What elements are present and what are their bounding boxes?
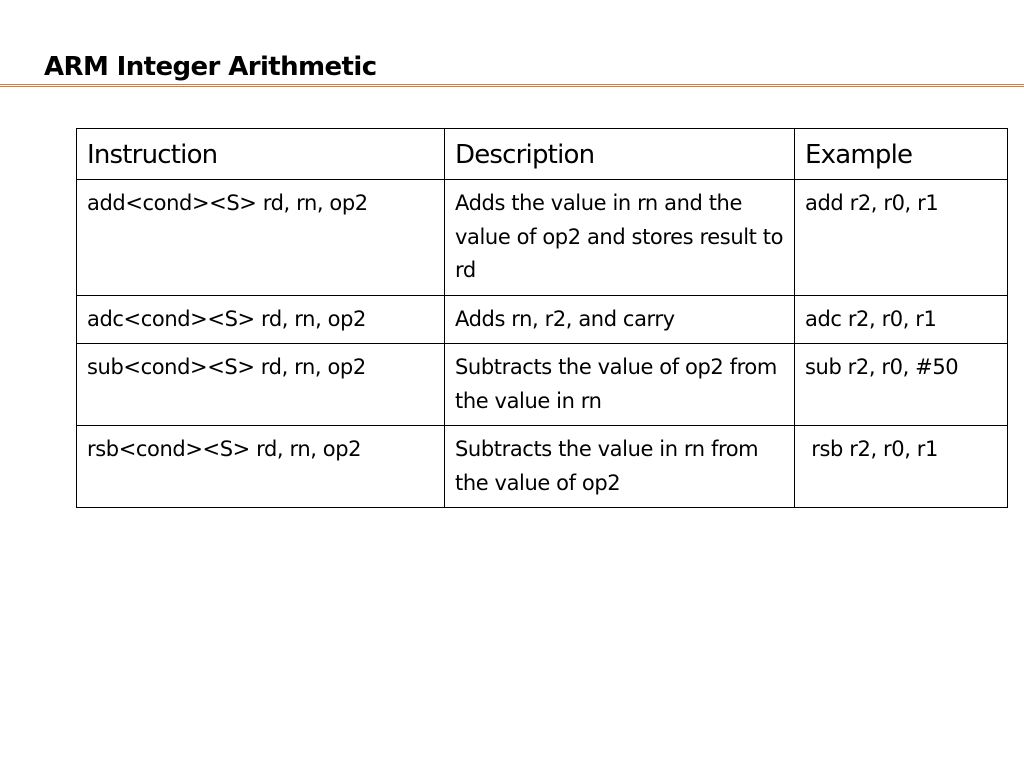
slide-title: ARM Integer Arithmetic bbox=[44, 52, 377, 82]
table-row bbox=[77, 426, 1008, 508]
table-row bbox=[77, 344, 1008, 426]
instruction-cell: rsb<cond><S> rd, rn, op2 bbox=[77, 426, 445, 508]
arm-instruction-table bbox=[76, 128, 1008, 508]
header-example: Example bbox=[795, 129, 1008, 180]
example-cell: adc r2, r0, r1 bbox=[795, 295, 1008, 344]
example-cell: sub r2, r0, #50 bbox=[795, 344, 1008, 426]
title-underline-rule bbox=[0, 84, 1024, 87]
description-cell: Adds rn, r2, and carry bbox=[445, 295, 795, 344]
table-header-row bbox=[77, 129, 1008, 180]
instruction-cell: sub<cond><S> rd, rn, op2 bbox=[77, 344, 445, 426]
header-description: Description bbox=[445, 129, 795, 180]
instruction-cell: add<cond><S> rd, rn, op2 bbox=[77, 180, 445, 296]
example-cell: add r2, r0, r1 bbox=[795, 180, 1008, 296]
description-cell: Subtracts the value in rn from the value of op2 bbox=[445, 426, 795, 508]
description-cell: Adds the value in rn and the value of op2 and stores result to rd bbox=[445, 180, 795, 296]
instruction-cell: adc<cond><S> rd, rn, op2 bbox=[77, 295, 445, 344]
table-row bbox=[77, 295, 1008, 344]
table-row bbox=[77, 180, 1008, 296]
example-cell: rsb r2, r0, r1 bbox=[795, 426, 1008, 508]
header-instruction: Instruction bbox=[77, 129, 445, 180]
description-cell: Subtracts the value of op2 from the value in rn bbox=[445, 344, 795, 426]
